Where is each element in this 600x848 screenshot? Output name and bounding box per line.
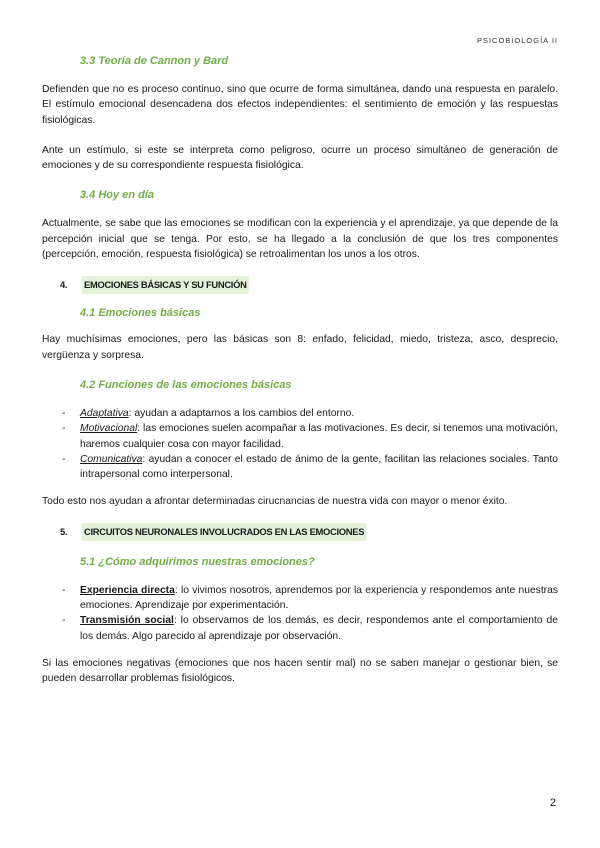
heading-3-4: 3.4 Hoy en día (80, 189, 154, 202)
list-text: : ayudan a conocer el estado de ánimo de la gente, facilitan las relaciones sociales. Tanto intrapersonal como interpersonal. (80, 453, 558, 481)
section-number: 5. (60, 525, 68, 537)
list-term: Comunicativa (80, 453, 143, 465)
paragraph: Defienden que no es proceso continuo, sino que ocurre de forma simultánea, dando una respuesta en paralelo. El estímulo emocional desencadena dos efectos independientes: el sentimiento de emoción y las respuestas fisiológicas. (42, 84, 558, 126)
list-text: : lo vivimos nosotros, aprendemos por la experiencia y respondemos ante nuestras emociones. Aprendizaje por experimentación. (80, 584, 558, 612)
heading-4-1: 4.1 Emociones básicas (80, 307, 201, 320)
list-term: Adaptativa (80, 407, 129, 419)
functions-list (42, 406, 558, 482)
paragraph: Actualmente, se sabe que las emociones se modifican con la experiencia y el aprendizaje, ya que depende de la percepción inicial que se tenga. Por esto, se ha llegado a la conclusión de que los tres componentes (percepción, emoción, respuesta fisiológica) se retroalimentan los unos a los otros. (42, 218, 558, 261)
heading-5-1: 5.1 ¿Cómo adquirimos nuestras emociones? (80, 555, 315, 568)
list-item: - Adaptativa: ayudan a adaptarnos a los cambios del entorno. (62, 407, 355, 419)
section-heading-4 (42, 276, 558, 294)
heading-3-3: 3.3 Teoría de Cannon y Bard (80, 55, 229, 67)
list-text: : lo observamos de los demás, es decir, respondemos ante el comportamiento de los demás. Algo parecido al aprendizaje por observación. (80, 615, 558, 642)
list-item: - Motivacional: las emociones suelen acompañar a las motivaciones. Es decir, si tenemos una motivación, haremos cualquier cosa con mayor facilidad. (62, 423, 558, 450)
list-term: Motivacional (80, 423, 138, 435)
list-item: - Comunicativa: ayudan a conocer el estado de ánimo de la gente, facilitan las relaciones sociales. Tanto intrapersonal como interpersonal. (62, 453, 558, 481)
running-header: PSICOBIOLOGÍA II (476, 36, 558, 45)
page-number: 2 (549, 797, 556, 809)
list-item: - Transmisión social: lo observamos de los demás, es decir, respondemos ante el comportamiento de los demás. Algo parecido al aprendizaje por observación. (62, 615, 558, 642)
section-number: 4. (60, 279, 68, 291)
heading-4-2: 4.2 Funciones de las emociones básicas (80, 378, 292, 391)
section-heading-5 (42, 523, 558, 541)
paragraph: Si las emociones negativas (emociones que nos hacen sentir mal) no se saben manejar o gestionar bien, se pueden desarrollar problemas fisiológicos. (42, 657, 558, 685)
paragraph: Todo esto nos ayudan a afrontar determinadas cirucnancias de nuestra vida con mayor o menor éxito. (42, 496, 508, 508)
list-term: Experiencia directa (80, 584, 175, 596)
list-item: - Experiencia directa: lo vivimos nosotros, aprendemos por la experiencia y respondemos ante nuestras emociones. Aprendizaje por experimentación. (62, 584, 558, 612)
page-content (42, 52, 558, 687)
list-text: : las emociones suelen acompañar a las motivaciones. Es decir, si tenemos una motivación, haremos cualquier cosa con mayor facilidad. (80, 423, 558, 450)
paragraph: Hay muchísimas emociones, pero las básicas son 8: enfado, felicidad, miedo, tristeza, asco, desprecio, vergüenza y sorpresa. (42, 334, 558, 361)
section-title: EMOCIONES BÁSICAS Y SU FUNCIÓN (82, 276, 249, 294)
list-term: Transmisión social (80, 615, 174, 627)
paragraph: Ante un estímulo, si este se interpreta como peligroso, ocurre un proceso simultáneo de generación de emociones y de su correspondiente respuesta fisiológica. (42, 144, 558, 172)
section-title: CIRCUITOS NEURONALES INVOLUCRADOS EN LAS EMOCIONES (82, 523, 366, 541)
acquisition-list (42, 583, 558, 644)
list-text: : ayudan a adaptarnos a los cambios del entorno. (128, 407, 355, 419)
